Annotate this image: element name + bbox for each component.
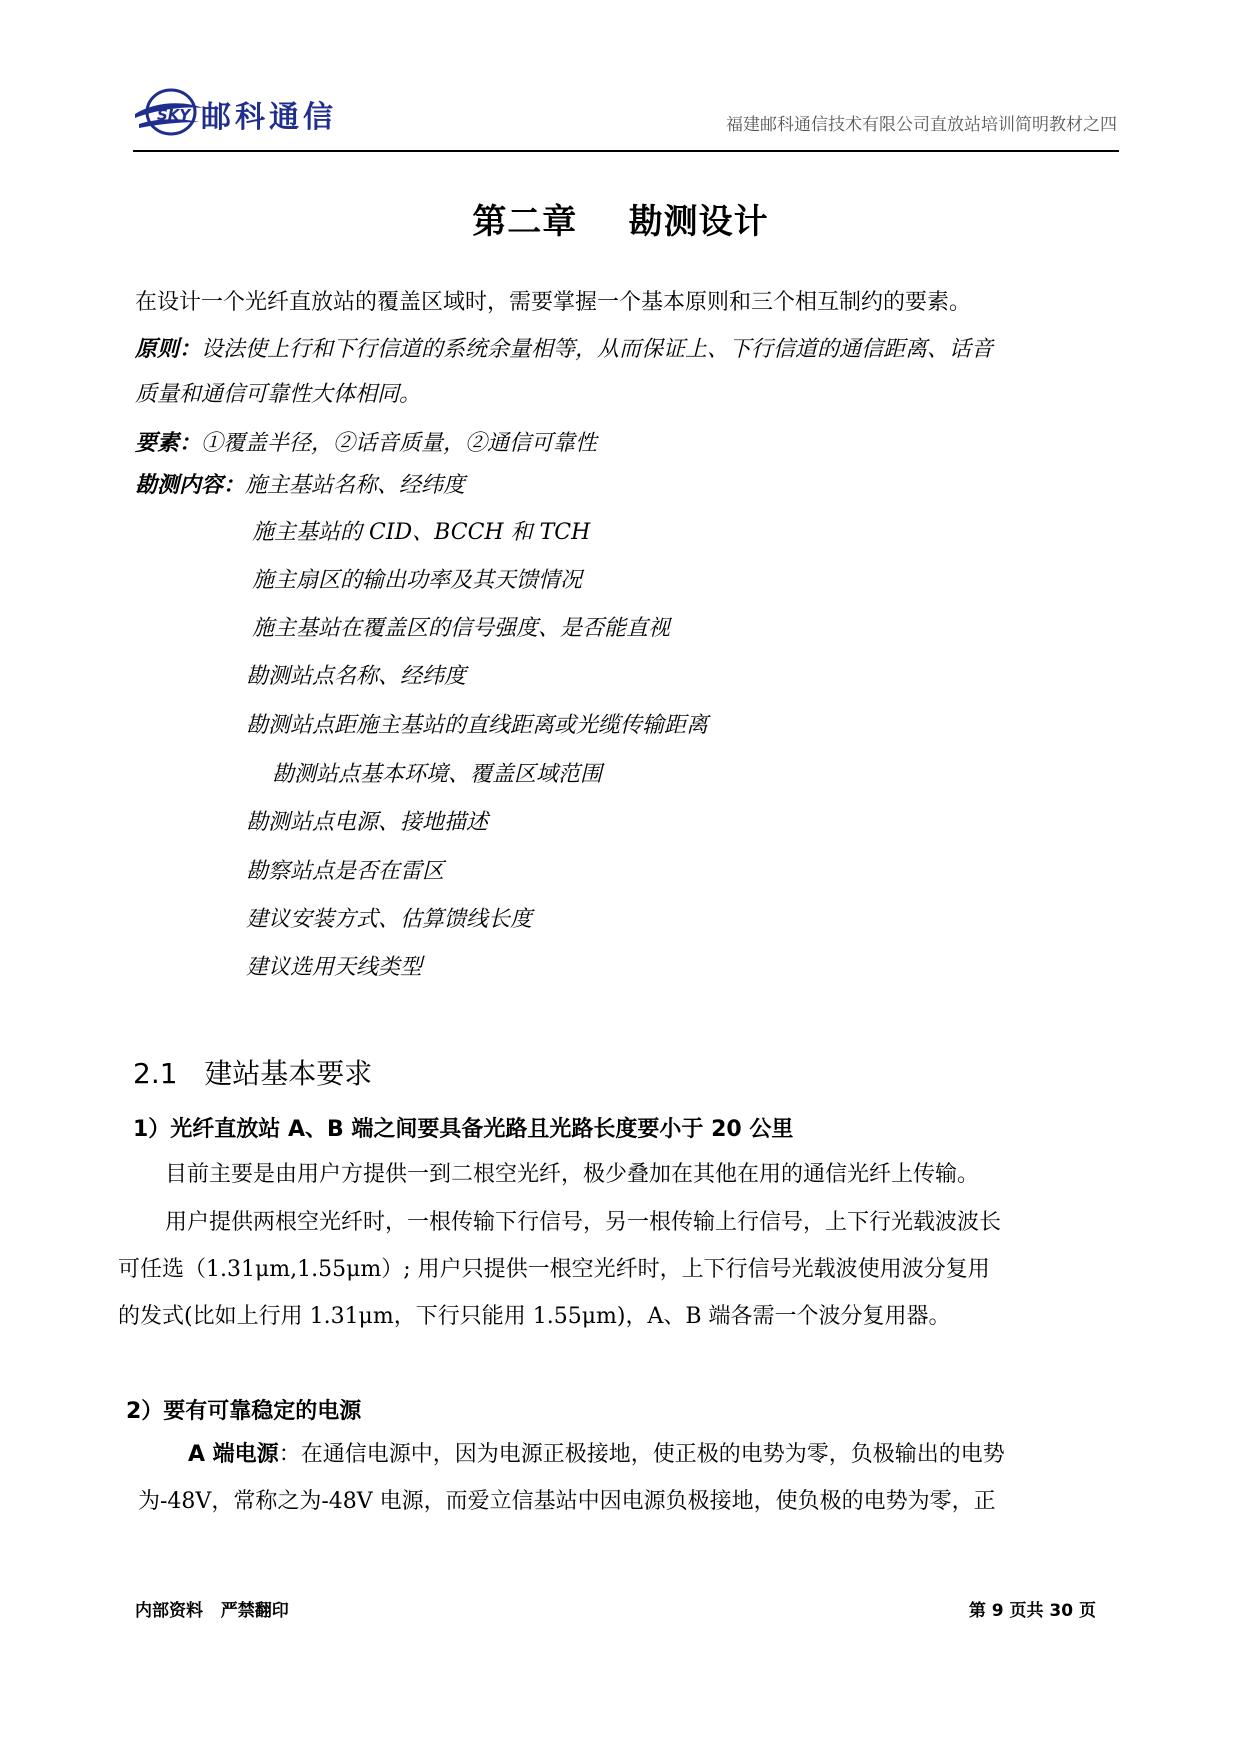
principle-text-1: 设法使上行和下行信道的系统余量相等，从而保证上、下行信道的通信距离、话音 (201, 337, 994, 362)
section-title: 建站基本要求 (204, 1057, 373, 1090)
company-logo (133, 84, 205, 140)
elements-text: ①覆盖半径，②话音质量，②通信可靠性 (201, 431, 598, 456)
section-number: 2.1 (133, 1057, 178, 1090)
survey-item: 施主基站在覆盖区的信号强度、是否能直视 (252, 616, 671, 641)
requirement-2-line-2: 为-48V，常称之为-48V 电源，而爱立信基站中因电源负极接地，使负极的电势为零，正 (138, 1489, 996, 1514)
survey-first-item: 施主基站名称、经纬度 (245, 473, 466, 498)
principle-line-1 (135, 334, 993, 365)
power-label: A 端电源 (188, 1442, 279, 1467)
brand-name: 邮科通信 (201, 100, 337, 135)
survey-heading-line (135, 470, 465, 501)
survey-label: 勘测内容： (135, 472, 246, 498)
survey-item: 建议选用天线类型 (246, 955, 423, 980)
footer-page-number: 第 9 页共 30 页 (968, 1601, 1096, 1621)
requirement-1-heading: 1）光纤直放站 A、B 端之间要具备光路且光路长度要小于 20 公里 (133, 1117, 794, 1142)
elements-label: 要素： (135, 430, 202, 456)
survey-item: 建议安装方式、估算馈线长度 (246, 907, 533, 932)
elements-line (135, 428, 597, 459)
survey-item: 施主扇区的输出功率及其天馈情况 (252, 568, 583, 593)
survey-item: 施主基站的 CID、BCCH 和 TCH (252, 520, 591, 545)
requirement-2-line-1 (188, 1440, 1005, 1470)
intro-paragraph: 在设计一个光纤直放站的覆盖区域时，需要掌握一个基本原则和三个相互制约的要素。 (135, 290, 972, 315)
principle-line-2: 质量和通信可靠性大体相同。 (135, 382, 422, 407)
document-note: 福建邮科通信技术有限公司直放站培训简明教材之四 (726, 115, 1117, 135)
header-divider (133, 150, 1119, 152)
survey-item: 勘测站点距施主基站的直线距离或光缆传输距离 (246, 713, 709, 738)
survey-item: 勘测站点基本环境、覆盖区域范围 (272, 762, 603, 787)
survey-item: 勘测站点名称、经纬度 (246, 664, 467, 689)
requirement-1-line: 目前主要是由用户方提供一到二根空光纤，极少叠加在其他在用的通信光纤上传输。 (165, 1162, 980, 1187)
page-header (133, 84, 1119, 154)
chapter-title: 第二章 勘测设计 (472, 202, 769, 242)
principle-label: 原则： (135, 336, 202, 362)
section-heading (133, 1052, 372, 1092)
survey-item: 勘察站点是否在雷区 (246, 859, 445, 884)
survey-item: 勘测站点电源、接地描述 (246, 810, 489, 835)
power-text-1: ：在通信电源中，因为电源正极接地，使正极的电势为零，负极输出的电势 (278, 1442, 1005, 1467)
footer-confidential: 内部资料 严禁翻印 (135, 1601, 289, 1621)
requirement-1-line: 可任选（1.31μm,1.55μm）; 用户只提供一根空光纤时，上下行信号光载波使用波分复用 (118, 1257, 990, 1282)
requirement-2-heading: 2）要有可靠稳定的电源 (126, 1399, 362, 1424)
requirement-1-line: 的发式(比如上行用 1.31μm，下行只能用 1.55μm)，A、B 端各需一个波分复用器。 (118, 1304, 951, 1329)
requirement-1-line: 用户提供两根空光纤时，一根传输下行信号，另一根传输上行信号，上下行光载波波长 (165, 1210, 1002, 1235)
svg-text:SKY: SKY (157, 106, 191, 124)
